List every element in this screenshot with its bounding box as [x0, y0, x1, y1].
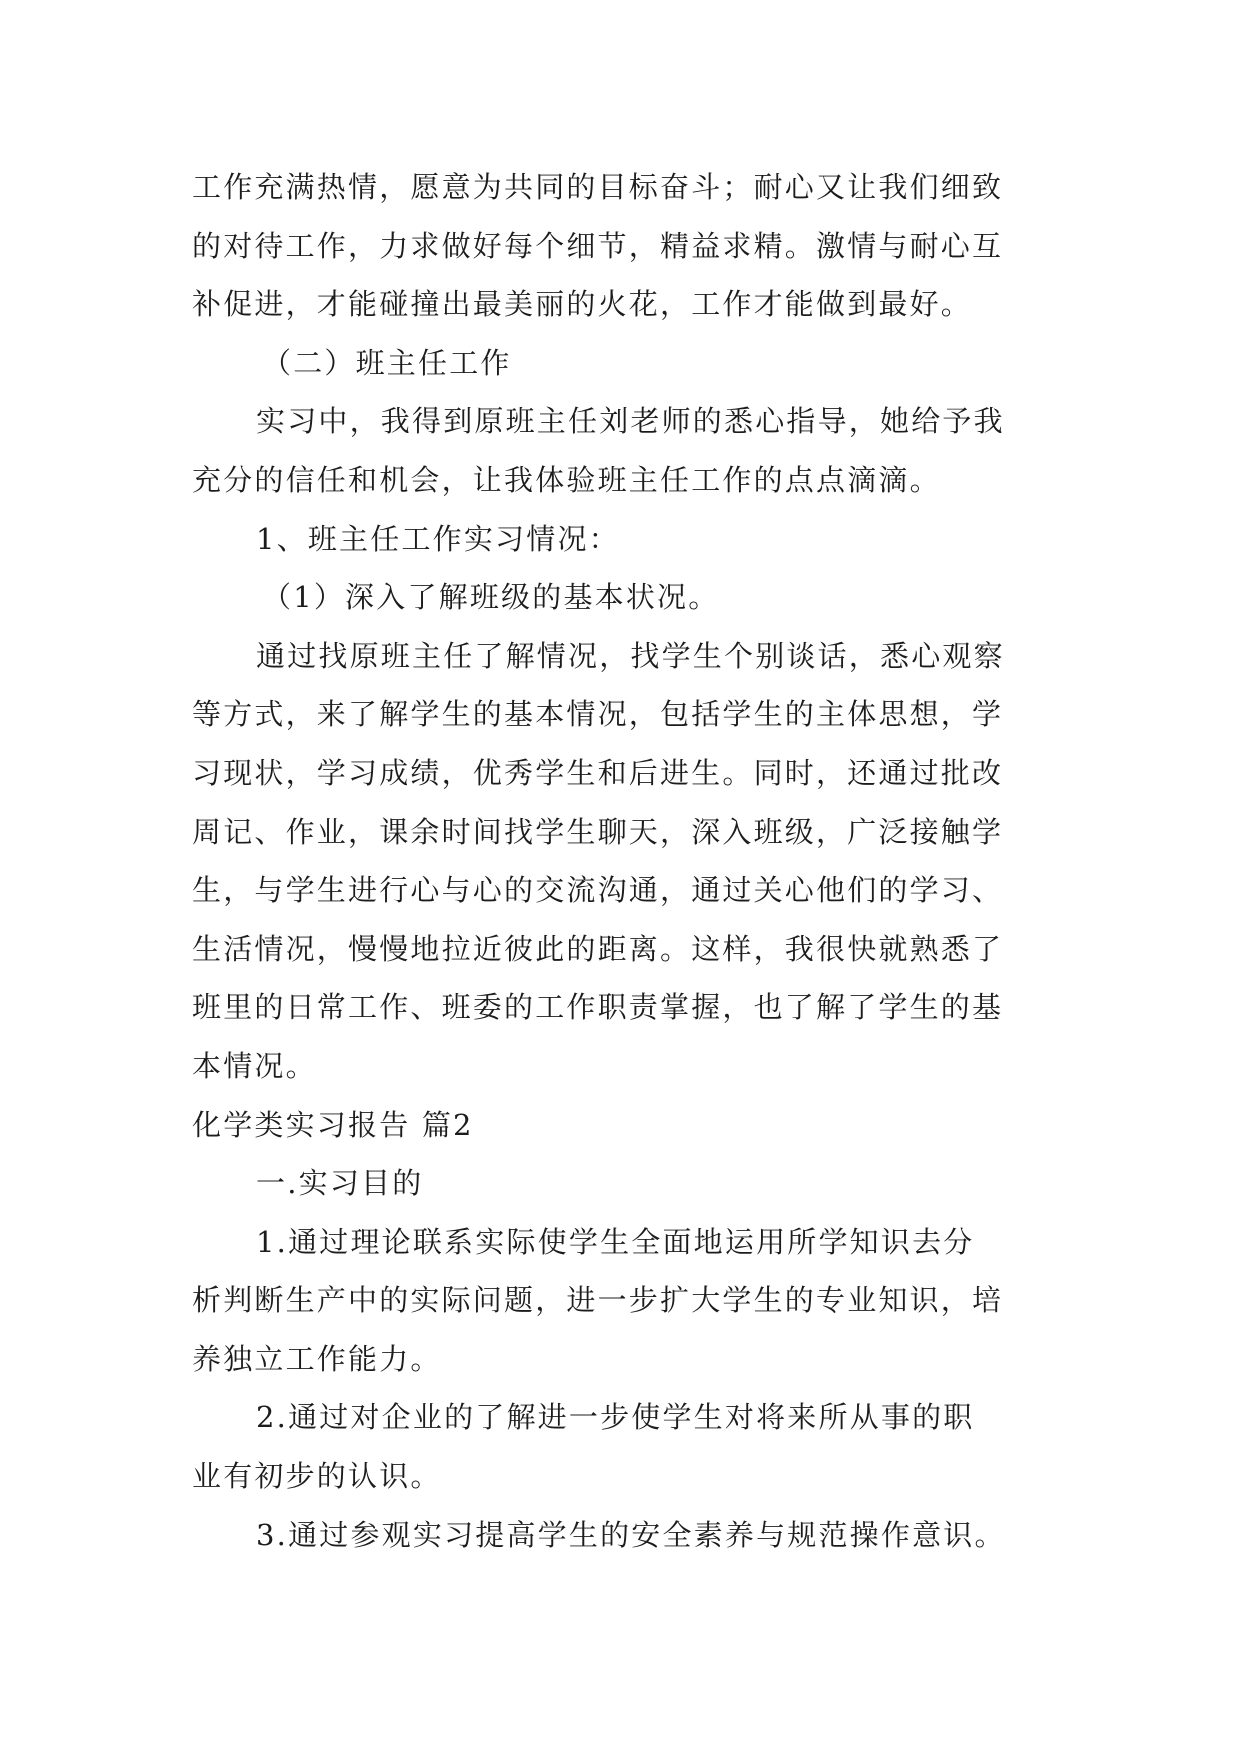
text-line: 析判断生产中的实际问题，进一步扩大学生的专业知识，培 [192, 1283, 1004, 1318]
text-line: 3.通过参观实习提高学生的安全素养与规范操作意识。 [256, 1517, 1006, 1552]
text-line: （二）班主任工作 [262, 345, 512, 380]
text-line: （1）深入了解班级的基本状况。 [262, 580, 720, 615]
text-line: 业有初步的认识。 [192, 1459, 442, 1494]
text-line: 本情况。 [192, 1048, 317, 1083]
text-line: 等方式，来了解学生的基本情况，包括学生的主体思想，学 [192, 697, 1004, 732]
text-line: 的对待工作，力求做好每个细节，精益求精。激情与耐心互 [192, 228, 1004, 263]
text-line: 班里的日常工作、班委的工作职责掌握，也了解了学生的基 [192, 990, 1004, 1025]
text-line: 生活情况，慢慢地拉近彼此的距离。这样，我很快就熟悉了 [192, 931, 1004, 966]
text-line: 化学类实习报告 篇2 [192, 1107, 474, 1142]
text-line: 养独立工作能力。 [192, 1341, 442, 1376]
text-line: 1、班主任工作实习情况： [256, 521, 620, 556]
text-line: 工作充满热情，愿意为共同的目标奋斗；耐心又让我们细致 [192, 170, 1004, 204]
text-line: 补促进，才能碰撞出最美丽的火花，工作才能做到最好。 [192, 287, 973, 322]
text-line: 一.实习目的 [256, 1166, 424, 1201]
text-line: 充分的信任和机会，让我体验班主任工作的点点滴滴。 [192, 462, 941, 497]
text-line: 2.通过对企业的了解进一步使学生对将来所从事的职 [256, 1400, 975, 1435]
text-line: 习现状，学习成绩，优秀学生和后进生。同时，还通过批改 [192, 755, 1004, 790]
text-line: 实习中，我得到原班主任刘老师的悉心指导，她给予我 [256, 404, 1005, 439]
text-line: 1.通过理论联系实际使学生全面地运用所学知识去分 [256, 1224, 975, 1259]
text-line: 生，与学生进行心与心的交流沟通，通过关心他们的学习、 [192, 873, 1004, 908]
document-body [192, 158, 1072, 1564]
text-line: 通过找原班主任了解情况，找学生个别谈话，悉心观察 [256, 638, 1005, 673]
text-line: 周记、作业，课余时间找学生聊天，深入班级，广泛接触学 [192, 814, 1004, 849]
